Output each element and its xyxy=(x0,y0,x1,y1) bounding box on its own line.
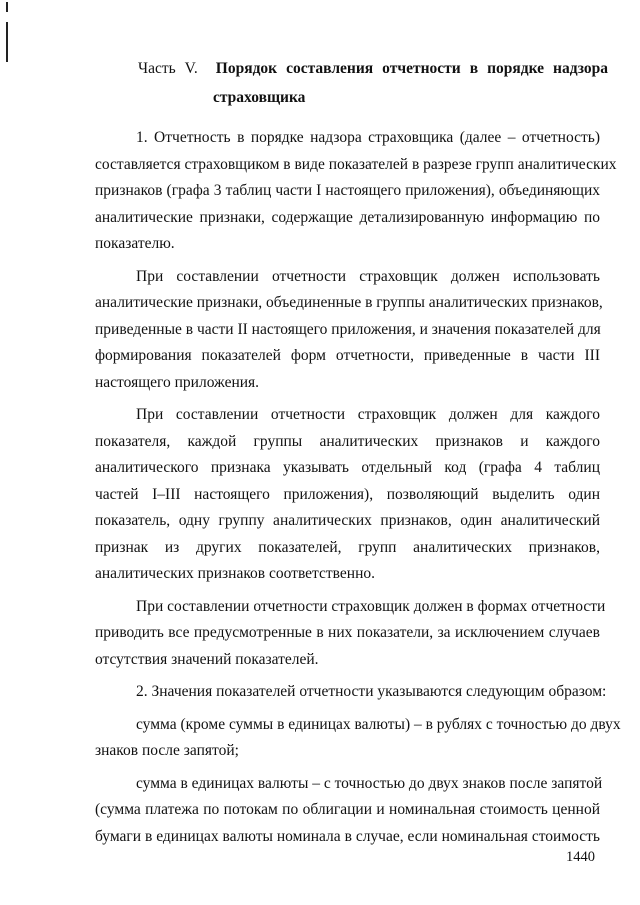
paragraph xyxy=(95,402,600,588)
text-line: аналитического признака указывать отдельный код (графа 4 таблиц xyxy=(95,459,600,476)
text-line: формирования показателей форм отчетности, приведенные в части III xyxy=(95,347,600,364)
text-line: показателю. xyxy=(95,235,175,252)
text-line: признак из других показателей, групп аналитических признаков, xyxy=(95,538,600,556)
margin-mark xyxy=(6,2,8,12)
text-line: настоящего приложения. xyxy=(95,373,260,391)
heading-line-1 xyxy=(138,54,608,83)
text-line: сумма в единицах валюты – с точностью до двух знаков после запятой xyxy=(136,774,603,792)
text-line: частей I–III настоящего приложения), позволяющий выделить один xyxy=(95,485,600,503)
text-line: При составлении отчетности страховщик должен в формах отчетности xyxy=(136,597,606,615)
paragraph xyxy=(95,679,607,706)
text-line: аналитические признаки, объединенные в группы аналитических признаков, xyxy=(95,294,603,311)
paragraph xyxy=(95,264,603,397)
text-line: 2. Значения показателей отчетности указываются следующим образом: xyxy=(136,683,607,700)
text-line: составляется страховщиком в виде показателей в разрезе групп аналитических xyxy=(95,155,617,173)
heading-title-line-1: Порядок составления отчетности в порядке надзора xyxy=(215,60,608,77)
paragraph xyxy=(95,594,606,674)
paragraph xyxy=(95,712,621,765)
document-body xyxy=(95,125,621,850)
text-line: бумаги в единицах валюты номинала в случае, если номинальная стоимость xyxy=(95,827,600,845)
paragraph xyxy=(95,125,617,258)
part-label: Часть V. xyxy=(138,60,198,77)
text-line: показателя, каждой группы аналитических признаков и каждого xyxy=(95,432,600,450)
text-line: приводить все предусмотренные в них показатели, за исключением случаев xyxy=(95,624,600,641)
text-line: отсутствия значений показателей. xyxy=(95,650,319,668)
section-heading xyxy=(138,54,608,112)
text-line: сумма (кроме суммы в единицах валюты) – в рублях с точностью до двух xyxy=(136,715,621,733)
heading-title-line-2: страховщика xyxy=(213,89,306,106)
text-line: 1. Отчетность в порядке надзора страховщика (далее – отчетность) xyxy=(136,129,600,146)
paragraph xyxy=(95,771,603,851)
text-line: При составлении отчетности страховщик должен для каждого xyxy=(136,406,600,423)
page-number: 1440 xyxy=(566,849,595,865)
text-line: знаков после запятой; xyxy=(95,742,239,759)
text-line: признаков (графа 3 таблиц части I настоящего приложения), объединяющих xyxy=(95,182,600,199)
text-line: аналитические признаки, содержащие детализированную информацию по xyxy=(95,208,600,226)
text-line: приведенные в части II настоящего приложения, и значения показателей для xyxy=(95,320,601,338)
text-line: показатель, одну группу аналитических признаков, один аналитический xyxy=(95,512,600,529)
margin-mark xyxy=(6,22,8,62)
text-line: аналитических признаков соответственно. xyxy=(95,565,375,582)
text-line: При составлении отчетности страховщик должен использовать xyxy=(136,267,600,285)
text-line: (сумма платежа по потокам по облигации и номинальная стоимость ценной xyxy=(95,801,600,818)
